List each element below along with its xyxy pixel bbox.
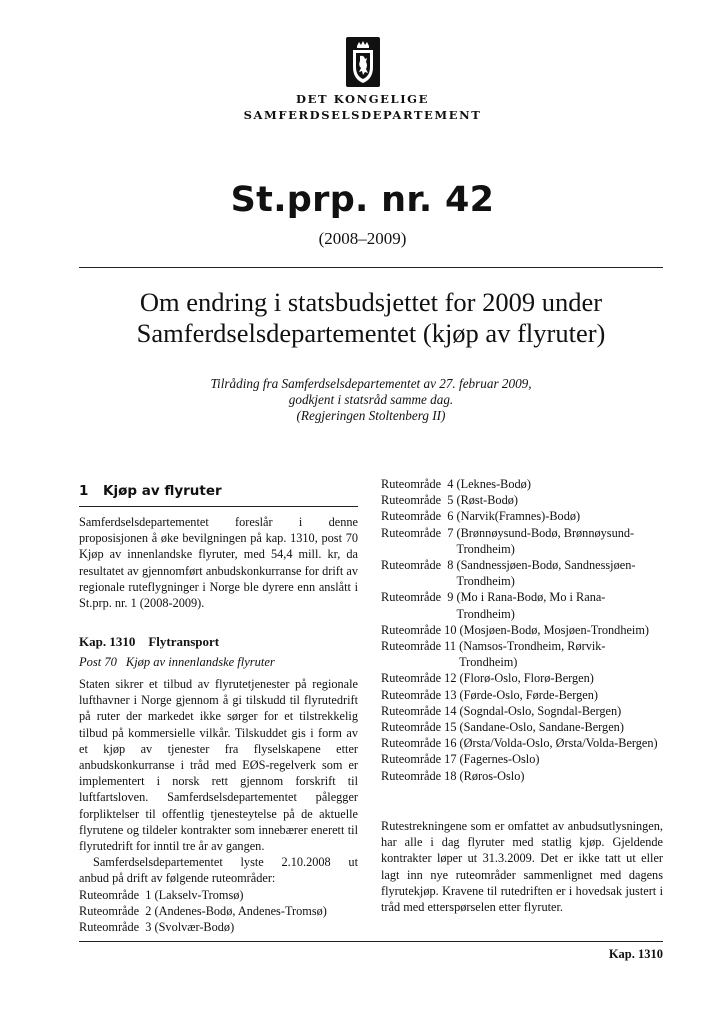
section-number: 1: [79, 483, 89, 499]
route-text: (Røros-Oslo): [459, 768, 525, 783]
route-item: [381, 508, 663, 524]
coat-of-arms-icon: [346, 37, 380, 87]
route-text: (Narvik(Framnes)-Bodø): [456, 509, 581, 524]
route-text: (Florø-Oslo, Florø-Bergen): [459, 671, 594, 686]
route-label: Ruteområde 8: [381, 558, 454, 573]
route-text: (Røst-Bodø): [456, 493, 518, 508]
route-item: [381, 719, 663, 735]
route-text: (Sogndal-Oslo, Sogndal-Bergen): [459, 703, 622, 718]
route-label: Ruteområde 9: [381, 590, 454, 605]
route-item: [381, 557, 663, 589]
route-item: [381, 768, 663, 784]
route-item: [381, 735, 663, 751]
route-item: [79, 903, 358, 919]
section-heading: [79, 483, 222, 499]
route-label: Ruteområde 10: [381, 622, 457, 637]
route-label: Ruteområde 4: [381, 477, 454, 491]
intro-paragraph: Samferdselsdepartementet foreslår i denne proposisjonen å øke bevilgningen på kap. 1310, post 70 Kjøp av innenlandske flyruter, med 54,4 mill. kr, da resultatet av gjennomført anbudskonkurranse for drift av regionale ruteflygninger i Norge ble dyrere enn anslått i St.prp. nr. 1 (2008-2009).: [79, 515, 358, 611]
route-item: [381, 589, 663, 621]
approval-line-3: (Regjeringen Stoltenberg II): [296, 408, 446, 423]
route-item: [79, 919, 358, 935]
route-label: Ruteområde 3: [79, 920, 152, 935]
route-label: Ruteområde 15: [381, 720, 457, 735]
route-label: Ruteområde 16: [381, 736, 457, 751]
route-text: (Mosjøen-Bodø, Mosjøen-Trondheim): [459, 622, 650, 637]
route-label: Ruteområde 7: [381, 525, 454, 540]
route-label: Ruteområde 2: [79, 903, 152, 918]
route-item: [381, 622, 663, 638]
route-label: Ruteområde 5: [381, 493, 454, 508]
tender-description: Staten sikrer et tilbud av flyrutetjenester på regionale lufthavner i Norge gjennom å gi tilskudd til flyrutedrift på ruter der markedet ikke sørger for et tilstrekkelig tilbud på kommersielle vilkår. Tilskuddet gis i form av et kjøp av tjenester fra flyselskapene etter anbudskonkurranse i tråd med EØS-regelverk som er implementert i norsk rett gjennom forskrift til luftfartsloven. Samferdselsdepartementet pålegger forpliktelser til offentlig tjenesteytelse på de aktuelle flyrutene og tildeler kontrakter som innebærer enerett til flyrutedrift for inntil tre år av gangen.: [79, 677, 358, 854]
approval-line-2: godkjent i statsråd samme dag.: [288, 392, 454, 407]
chapter-title: Flytransport: [148, 634, 220, 649]
route-text: (Brønnøysund-Bodø, Brønnøysund-Trondheim): [456, 525, 635, 556]
route-text: (Sandnessjøen-Bodø, Sandnessjøen-Trondheim): [456, 558, 636, 589]
route-text: (Leknes-Bodø): [456, 477, 531, 491]
route-label: Ruteområde 18: [381, 768, 457, 783]
route-item: [381, 703, 663, 719]
route-item: [381, 525, 663, 557]
route-label: Ruteområde 14: [381, 703, 457, 718]
subject-line-2: Samferdselsdepartementet (kjøp av flyruter): [136, 318, 606, 348]
document-subject: [79, 287, 663, 349]
route-label: Ruteområde 17: [381, 752, 457, 767]
route-item: [79, 887, 358, 903]
route-text: (Andenes-Bodø, Andenes-Tromsø): [154, 903, 327, 918]
route-label: Ruteområde 6: [381, 509, 454, 524]
subject-line-1: Om endring i statsbudsjettet for 2009 under: [139, 287, 603, 317]
route-text: (Mo i Rana-Bodø, Mo i Rana-Trondheim): [456, 590, 606, 621]
route-item: [381, 638, 663, 670]
route-text: (Sandane-Oslo, Sandane-Bergen): [459, 720, 624, 735]
running-head: Kap. 1310: [608, 947, 663, 961]
footer-divider: [79, 941, 663, 942]
route-text: (Svolvær-Bodø): [154, 920, 235, 935]
route-item: [381, 670, 663, 686]
route-text: (Fagernes-Oslo): [459, 752, 540, 767]
route-item: [381, 687, 663, 703]
tender-intro-line-1: Samferdselsdepartementet lyste 2.10.2008 ut: [93, 855, 358, 870]
section-divider: [79, 506, 358, 507]
title-divider: [79, 267, 663, 268]
section-title: Kjøp av flyruter: [103, 483, 222, 499]
route-text: (Ørsta/Volda-Oslo, Ørsta/Volda-Bergen): [459, 736, 658, 751]
route-text: (Namsos-Trondheim, Rørvik-Trondheim): [459, 639, 606, 670]
department-name-line1: DET KONGELIGE: [296, 92, 429, 106]
route-label: Ruteområde 12: [381, 671, 457, 686]
approval-line-1: Tilråding fra Samferdselsdepartementet av 27. februar 2009,: [210, 376, 532, 391]
post-label: Post 70: [79, 655, 117, 669]
document-title: St.prp. nr. 42: [230, 180, 495, 220]
chapter-heading: [79, 634, 219, 650]
closing-paragraph: Rutestrekningene som er omfattet av anbudsutlysningen, har alle i dag flyruter med statlig kjøp. Gjeldende kontrakter løper ut 31.3.2009. Det er ikke tatt ut eller lagt inn nye ruteområder sammenlignet med dagens flyrutekjøp. Kravene til rutedriften er i hovedsak justert i tråd med etterspørselen etter flyruter.: [381, 819, 663, 915]
route-label: Ruteområde 1: [79, 887, 152, 902]
body-paragraph: [79, 676, 358, 935]
post-heading: [79, 655, 275, 670]
department-name-line2: SAMFERDSELSDEPARTEMENT: [243, 108, 482, 122]
route-label: Ruteområde 11: [381, 639, 457, 654]
route-text: (Førde-Oslo, Førde-Bergen): [459, 687, 598, 702]
approval-note: [79, 376, 663, 424]
route-item: [381, 751, 663, 767]
chapter-label: Kap. 1310: [79, 634, 136, 649]
document-years: (2008–2009): [318, 229, 407, 248]
post-title: Kjøp av innenlandske flyruter: [125, 655, 275, 669]
route-list: [381, 476, 663, 784]
route-item: [381, 476, 663, 492]
route-item: [381, 492, 663, 508]
route-text: (Lakselv-Tromsø): [154, 887, 244, 902]
tender-intro-line-2: anbud på drift av følgende ruteområder:: [79, 871, 276, 886]
route-label: Ruteområde 13: [381, 687, 457, 702]
